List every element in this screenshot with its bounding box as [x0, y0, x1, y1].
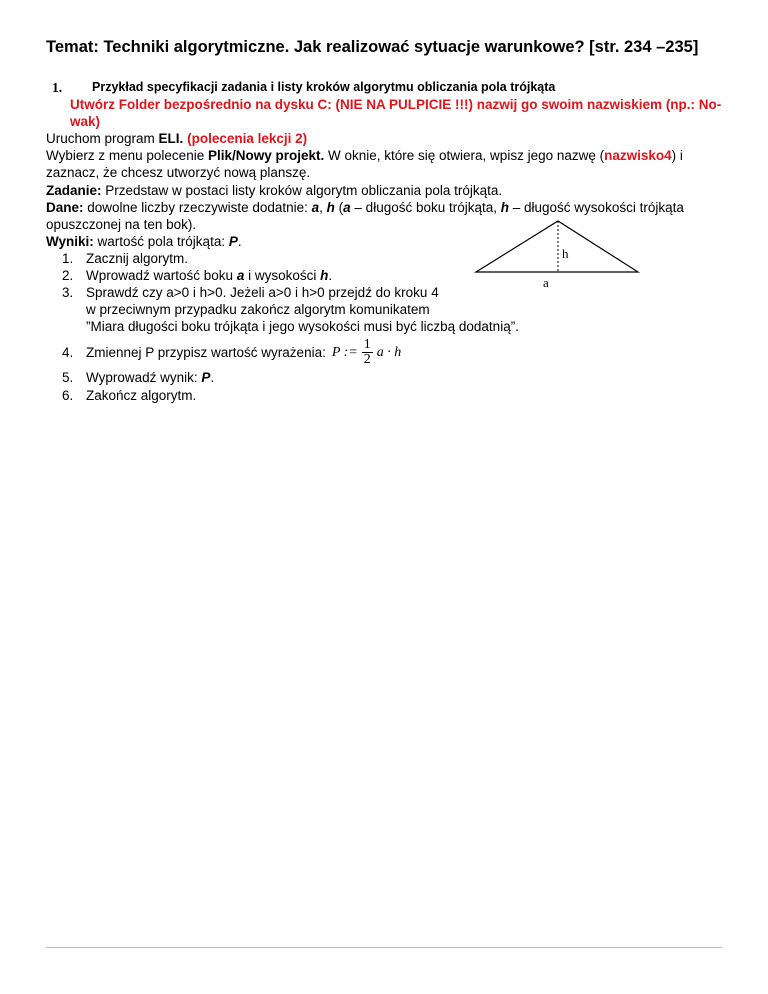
var-h2: h [500, 199, 510, 215]
menu-line1 [46, 147, 726, 164]
menu-prefix: Wybierz z menu polecenie [46, 148, 208, 164]
menu-command: Plik/Nowy projekt. [207, 148, 325, 164]
results-text: wartość pola trójkąta: [93, 233, 229, 249]
data-comma: , [319, 199, 327, 215]
step-text: Zacznij algorytm. [86, 250, 189, 266]
step-6 [46, 387, 726, 404]
triangle-diagram [474, 218, 644, 290]
var-P: P [228, 233, 238, 249]
formula-lhs: P := [331, 344, 358, 360]
step-text: . [328, 268, 333, 284]
results-label: Wyniki: [46, 233, 94, 249]
menu-suffix2: ) i [671, 148, 683, 164]
instruction-folder-line1: Utwórz Folder bezpośrednio na dysku C: (NIE NA PULPICIE !!!) nazwij go swoim nazwiskiem (np.: No- [70, 97, 722, 113]
task-line [46, 182, 726, 199]
instruction-folder-line2: wak) [70, 114, 101, 130]
lesson-ref: (polecenia lekcji 2) [187, 131, 308, 147]
page-title: Temat: Techniki algorytmiczne. Jak realizować sytuacje warunkowe? [str. 234 –235] [46, 38, 699, 56]
triangle-shape [476, 221, 638, 272]
var-a: a [311, 199, 320, 215]
task-label: Zadanie: [46, 182, 102, 198]
section-number: 1. [52, 80, 63, 95]
height-label: h [562, 246, 569, 261]
data-text3: – długość boku trójkąta, [350, 199, 501, 215]
step-3-line2: w przeciwnym przypadku zakończ algorytm komunikatem [86, 302, 430, 318]
var-a2: a [343, 199, 351, 215]
section-heading [46, 79, 726, 96]
step-number: 5. [62, 370, 74, 386]
page-bottom-rule [46, 947, 722, 948]
var-h: h [326, 199, 335, 215]
step-text: Sprawdź czy a>0 i h>0. Jeżeli a>0 i h>0 przejdź do kroku 4 [86, 285, 439, 301]
step-number: 4. [62, 344, 74, 360]
formula-fraction [362, 338, 373, 367]
run-program-line [46, 130, 726, 147]
data-text1: dowolne liczby rzeczywiste dodatnie: [83, 199, 312, 215]
step-text: Zakończ algorytm. [86, 387, 197, 403]
menu-suffix: W oknie, które się otwiera, wpisz jego nazwę ( [324, 148, 605, 164]
step-text: . [210, 370, 215, 386]
step-number: 3. [62, 285, 74, 301]
menu-line2: zaznacz, że chcesz utworzyć nową planszę. [46, 165, 311, 181]
var-a: a [236, 268, 245, 284]
project-name: nazwisko4 [604, 148, 672, 164]
step-text: Zmiennej P przypisz wartość wyrażenia: [86, 344, 326, 360]
formula-rhs: a · h [376, 344, 402, 360]
fraction-denominator: 2 [363, 351, 371, 367]
step-text: Wyprowadź wynik: [86, 370, 202, 386]
data-label: Dane: [46, 199, 84, 215]
data-line2: opuszczonej na ten bok). [46, 216, 197, 232]
run-prefix: Uruchom program [46, 131, 159, 147]
step-4 [46, 335, 726, 369]
var-h: h [320, 268, 329, 284]
step-5 [46, 369, 726, 386]
step-text: Wprowadź wartość boku [86, 268, 237, 284]
step-3-line3: ”Miara długości boku trójkąta i jego wysokości musi być liczbą dodatnią”. [86, 319, 519, 335]
data-text2: ( [334, 199, 344, 215]
area-formula [332, 338, 401, 367]
step-text: i wysokości [244, 268, 321, 284]
results-dot: . [237, 233, 242, 249]
var-P: P [201, 370, 211, 386]
program-name: ELI. [158, 131, 184, 147]
task-text: Przedstaw w postaci listy kroków algorytm obliczania pola trójkąta. [101, 182, 503, 198]
base-label: a [543, 275, 549, 290]
step-number: 1. [62, 250, 74, 266]
data-text4: – długość wysokości trójkąta [509, 199, 684, 215]
data-line1 [46, 199, 726, 216]
step-number: 2. [62, 268, 74, 284]
step-number: 6. [62, 387, 74, 403]
fraction-numerator: 1 [363, 336, 371, 352]
section-title: Przykład specyfikacji zadania i listy kroków algorytmu obliczania pola trójkąta [92, 80, 556, 94]
